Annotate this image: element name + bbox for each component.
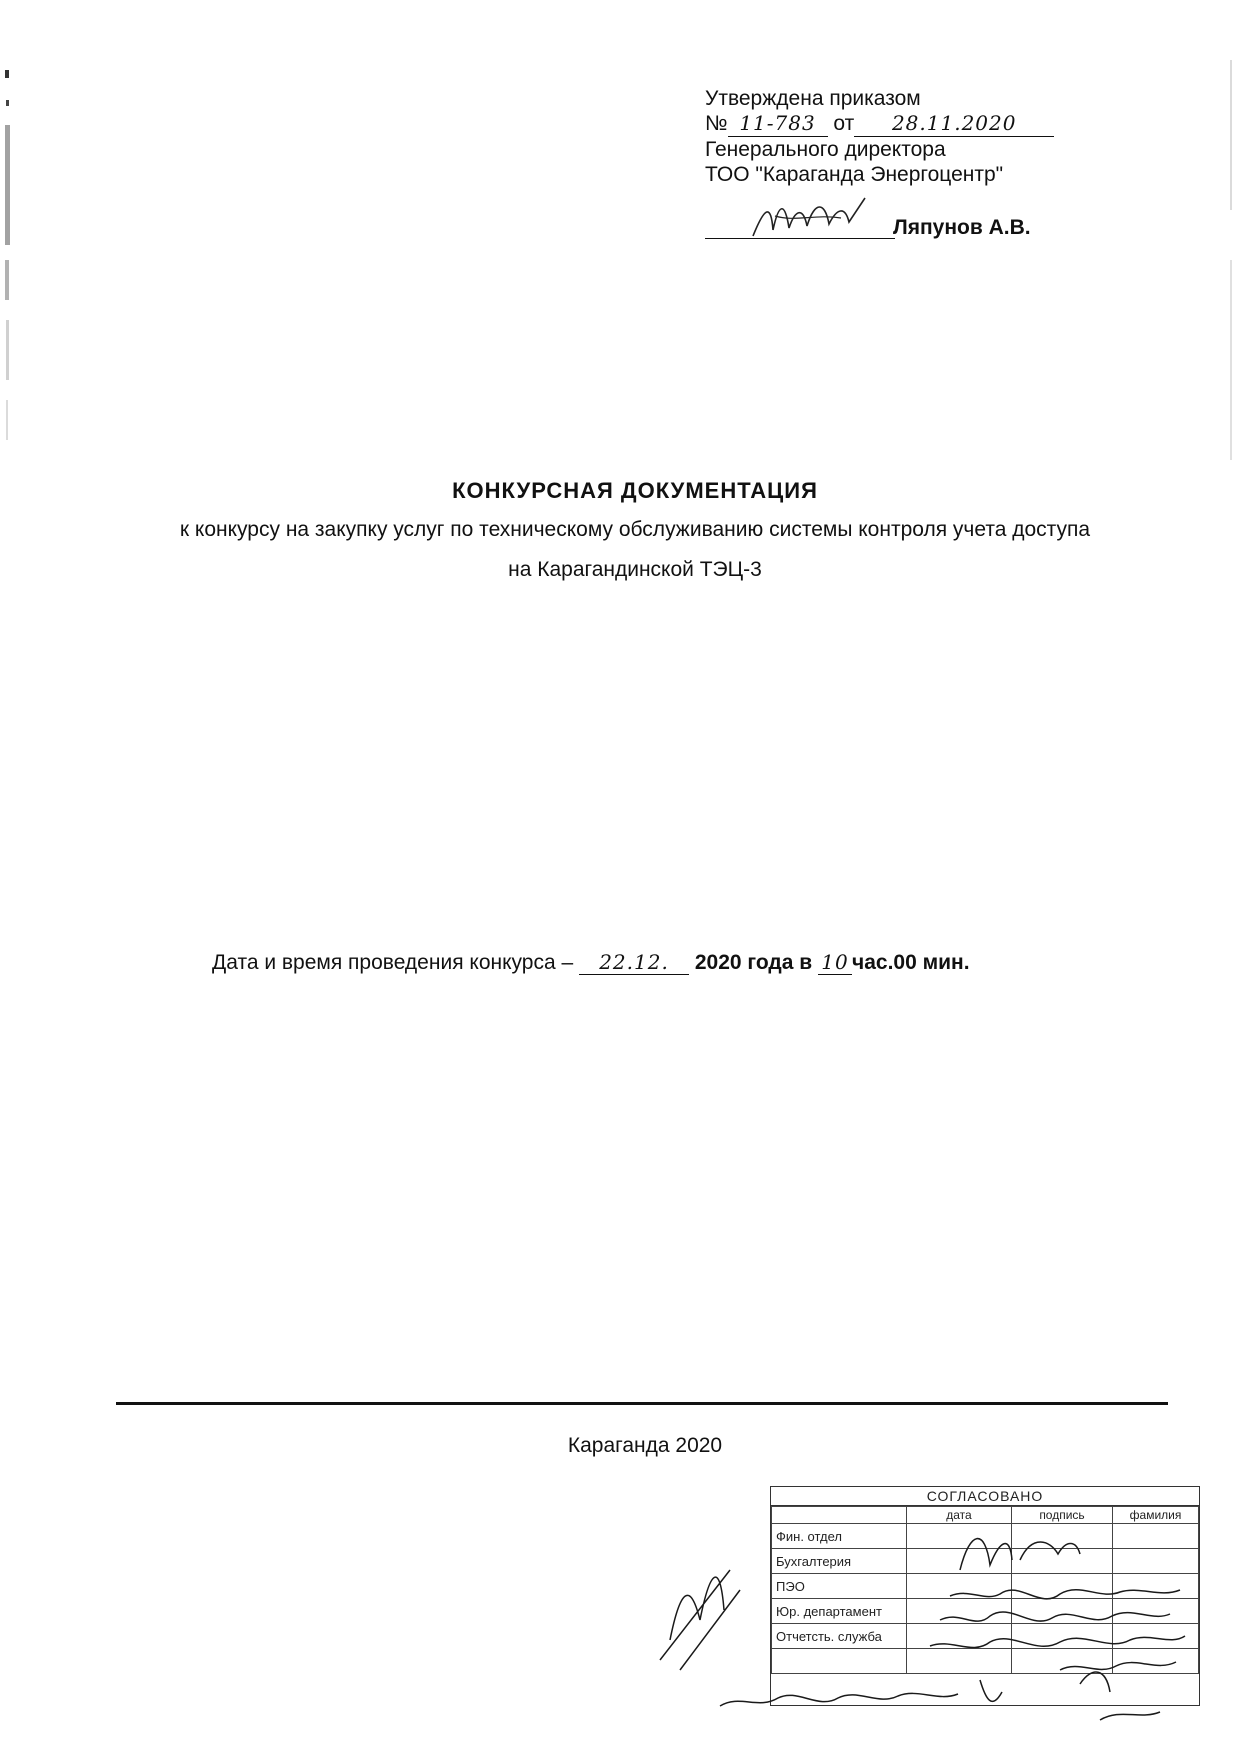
tender-date-line	[212, 950, 1112, 975]
place-and-year: Караганда 2020	[567, 1434, 723, 1457]
order-number: 11-783	[728, 111, 828, 137]
stamp-row	[772, 1524, 1199, 1549]
scan-artifact-left	[4, 70, 11, 460]
date-prefix: от	[833, 112, 855, 135]
stamp-row	[772, 1549, 1199, 1574]
signer-name: Ляпунов А.В.	[893, 216, 1031, 239]
stamp-row	[772, 1574, 1199, 1599]
approver-position: Генерального директора	[705, 138, 946, 161]
stamp-row	[772, 1624, 1199, 1649]
stamp-department: Бухгалтерия	[772, 1549, 907, 1574]
order-line	[705, 111, 1065, 137]
stamp-col-surname: фамилия	[1113, 1507, 1199, 1524]
stamp-title: СОГЛАСОВАНО	[771, 1487, 1199, 1506]
tender-hour-handwritten: 10	[818, 950, 852, 975]
stamp-col-signature: подпись	[1012, 1507, 1113, 1524]
approval-block	[705, 86, 1065, 187]
tender-date-handwritten: 22.12.	[579, 950, 689, 975]
stamp-department: Фин. отдел	[772, 1524, 907, 1549]
footer-divider	[116, 1402, 1168, 1405]
tender-date-prefix: Дата и время проведения конкурса –	[212, 951, 574, 974]
stamp-table	[771, 1506, 1199, 1674]
document-subtitle-line2: на Карагандинской ТЭЦ-3	[508, 558, 762, 581]
stamp-department: Отчетсть. служба	[772, 1624, 907, 1649]
approval-caption: Утверждена приказом	[705, 87, 921, 110]
stamp-department: Юр. департамент	[772, 1599, 907, 1624]
approval-signature-row	[705, 196, 1065, 246]
director-signature	[745, 196, 875, 244]
tender-time-suffix: час.00 мин.	[852, 951, 970, 974]
stamp-row	[772, 1599, 1199, 1624]
document-title: КОНКУРСНАЯ ДОКУМЕНТАЦИЯ	[452, 478, 818, 503]
stamp-department	[772, 1649, 907, 1674]
stamp-row	[772, 1649, 1199, 1674]
signature-line	[705, 238, 895, 239]
stamp-col-date: дата	[907, 1507, 1012, 1524]
agreement-stamp	[770, 1486, 1200, 1706]
stamp-col-department	[772, 1507, 907, 1524]
document-subtitle-line1: к конкурсу на закупку услуг по техническому обслуживанию системы контроля учета доступа	[179, 518, 1091, 541]
order-date: 28.11.2020	[854, 111, 1054, 137]
stamp-header-row	[772, 1507, 1199, 1524]
scan-artifact-right	[1228, 60, 1234, 480]
stamp-department: ПЭО	[772, 1574, 907, 1599]
number-prefix: №	[705, 112, 728, 135]
tender-year: 2020 года в	[694, 951, 813, 974]
approver-organization: ТОО "Караганда Энергоцентр"	[705, 163, 1004, 186]
